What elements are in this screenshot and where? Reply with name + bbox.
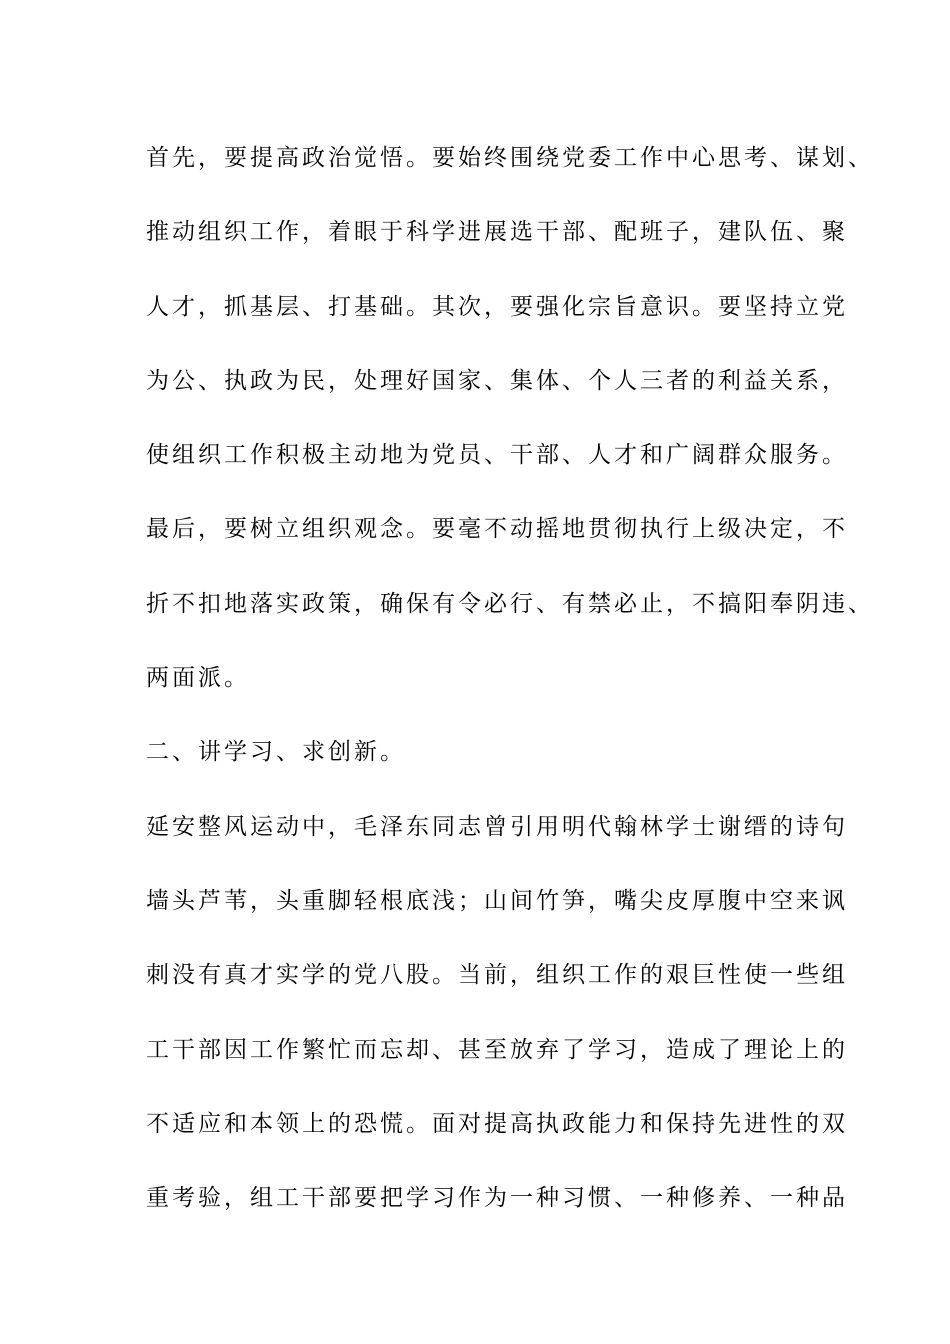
section-heading: 二、讲学习、求创新。 — [146, 739, 406, 766]
text-line: 两面派。 — [146, 665, 250, 692]
text-line: 使组织工作积极主动地为党员、干部、人才和广阔群众服务。 — [146, 442, 848, 469]
text-line: 工干部因工作繁忙而忘却、甚至放弃了学习，造成了理论上的 — [146, 1036, 848, 1063]
text-line: 最后，要树立组织观念。要毫不动摇地贯彻执行上级决定，不 — [146, 516, 848, 543]
body-text — [146, 134, 874, 1248]
text-line: 推动组织工作，着眼于科学进展选干部、配班子，建队伍、聚 — [146, 219, 848, 246]
text-line: 不适应和本领上的恐慌。面对提高执政能力和保持先进性的双 — [146, 1110, 848, 1137]
text-line: 首先，要提高政治觉悟。要始终围绕党委工作中心思考、谋划、 — [146, 145, 874, 171]
text-line: 延安整风运动中，毛泽东同志曾引用明代翰林学士谢缙的诗句 — [146, 813, 848, 840]
text-line: 墙头芦苇，头重脚轻根底浅；山间竹笋，嘴尖皮厚腹中空来讽 — [146, 887, 848, 914]
text-line: 刺没有真才实学的党八股。当前，组织工作的艰巨性使一些组 — [146, 962, 848, 989]
text-line: 为公、执政为民，处理好国家、集体、个人三者的利益关系， — [146, 367, 848, 394]
text-line: 人才，抓基层、打基础。其次，要强化宗旨意识。要坚持立党 — [146, 293, 848, 320]
text-line: 折不扣地落实政策，确保有令必行、有禁必止，不搞阳奉阴违、 — [146, 590, 874, 617]
text-line: 重考验，组工干部要把学习作为一种习惯、一种修养、一种品 — [146, 1185, 848, 1212]
